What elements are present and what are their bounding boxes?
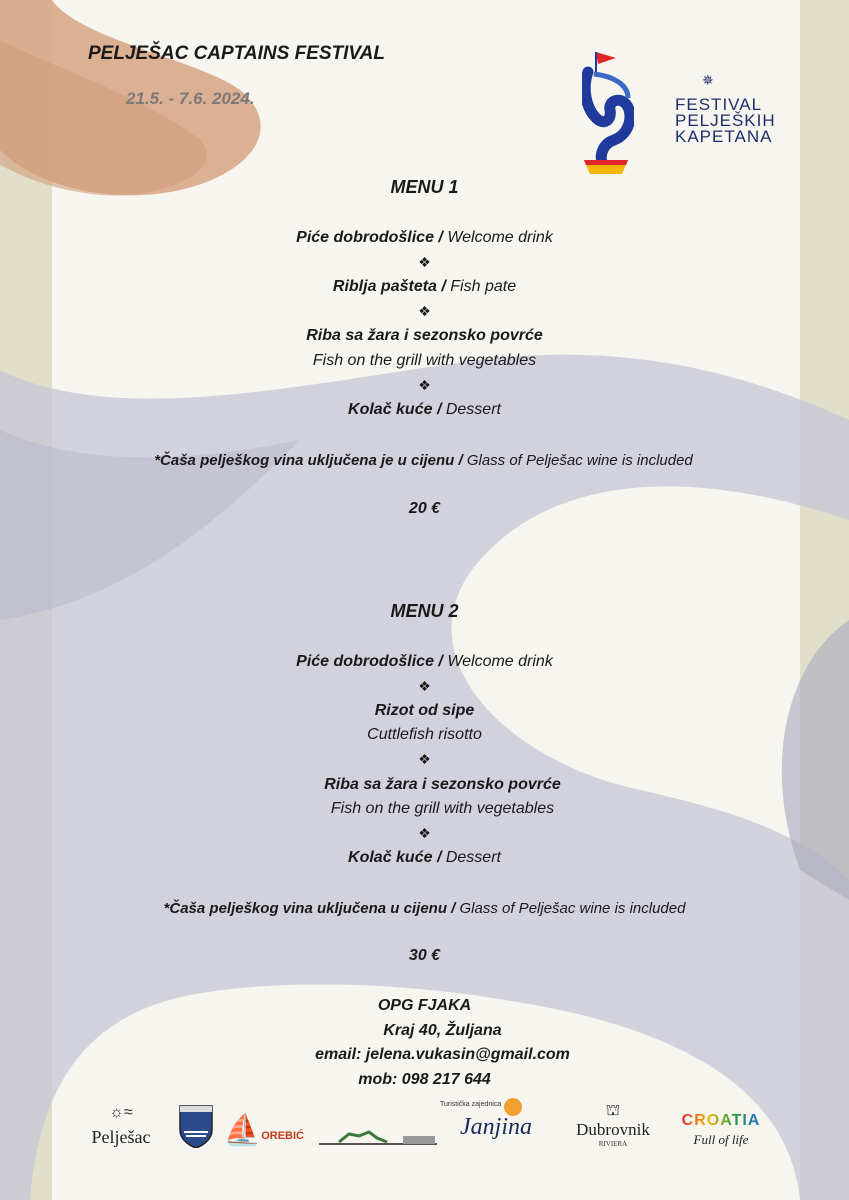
menu2-note-hr: *Čaša pelješkog vina uključena u cijenu /: [163, 900, 456, 917]
dubrovnik-riviera-text: RIVIERA: [598, 1140, 628, 1148]
orebic-logo: [223, 1093, 304, 1148]
menu1-course1: [0, 229, 849, 247]
festival-logo: [582, 48, 776, 178]
menu1-course2-en: Fish pate: [450, 278, 517, 295]
menu2-course1-hr: Piće dobrodošlice /: [296, 653, 443, 670]
menu2-course4: [0, 849, 849, 867]
menu2-course1: [0, 653, 849, 671]
dubrovnik-crest-icon: ⛫: [605, 1102, 621, 1119]
menu1-course1-en: Welcome drink: [447, 229, 553, 246]
menu1-wine-note: [0, 452, 848, 469]
separator-icon: ❖: [418, 254, 431, 270]
menu1-course4: [0, 401, 849, 419]
peljesac-wave-icon: ☼≈: [109, 1104, 133, 1121]
ston-crest-logo: [176, 1093, 216, 1148]
menu2-course1-en: Welcome drink: [447, 653, 553, 670]
janjina-small-text: Turistička zajednica: [440, 1101, 502, 1108]
menu1-course2: [0, 278, 849, 296]
dubrovnik-riviera-logo: [563, 1093, 663, 1148]
menu2-course2-hr: Rizot od sipe: [374, 702, 475, 719]
separator-icon: ❖: [418, 678, 431, 694]
ston-crest-icon: [178, 1102, 214, 1148]
menu2-wine-note: [0, 900, 849, 917]
menu2-course4-en: Dessert: [445, 849, 501, 866]
separator-icon: ❖: [418, 751, 431, 767]
logo-line-1: FESTIVAL: [675, 95, 763, 114]
menu1-price: 20 €: [408, 500, 441, 517]
contact-name: OPG FJAKA: [377, 997, 472, 1014]
menu2-course2-en: Cuttlefish risotto: [367, 726, 482, 743]
separator-icon: ❖: [418, 377, 431, 393]
orebic-logo-text: OREBIĆ: [261, 1130, 304, 1142]
menu2-course3-en: Fish on the grill with vegetables: [330, 800, 555, 817]
menu1-title: MENU 1: [390, 177, 459, 197]
croatia-tagline: Full of life: [693, 1132, 749, 1147]
menu1-course4-en: Dessert: [445, 401, 501, 418]
menu1-course2-hr: Riblja pašteta /: [332, 278, 446, 295]
peljesac-logo: [84, 1093, 158, 1148]
festival-logo-emblem: [582, 48, 634, 178]
menu2-note-en: Glass of Pelješac wine is included: [459, 900, 686, 917]
logo-line-2: PELJEŠKIH: [675, 111, 776, 130]
festival-dates: 21.5. - 7.6. 2024.: [126, 89, 255, 108]
menu1-note-en: Glass of Pelješac wine is included: [466, 452, 693, 469]
menu2-course3-hr: Riba sa žara i sezonsko povrće: [324, 776, 561, 793]
logo-line-3: KAPETANA: [675, 127, 773, 146]
dubrovnik-logo-text: Dubrovnik: [576, 1120, 650, 1139]
separator-icon: ❖: [418, 303, 431, 319]
menu1-course4-hr: Kolač kuće /: [348, 401, 442, 418]
janjina-logo: [440, 1093, 550, 1148]
croatia-logo-text: CROATIA: [681, 1112, 761, 1129]
contact-address: Kraj 40, Žuljana: [383, 1022, 502, 1039]
separator-icon: ❖: [418, 825, 431, 841]
menu2-course4-hr: Kolač kuće /: [348, 849, 442, 866]
menu1-course3-hr: Riba sa žara i sezonsko povrće: [306, 327, 543, 344]
menu1-note-hr: *Čaša pelješkog vina uključena je u cijenu /: [154, 452, 463, 469]
sailboat-icon: ⛵: [223, 1114, 262, 1147]
festival-title: PELJEŠAC CAPTAINS FESTIVAL: [88, 43, 385, 64]
ston-logo: [318, 1093, 438, 1148]
peljesac-logo-text: Pelješac: [91, 1127, 151, 1147]
menu2-price: 30 €: [408, 947, 441, 964]
ship-wheel-icon: ✵: [702, 72, 714, 88]
contact-phone[interactable]: mob: 098 217 644: [358, 1071, 491, 1088]
ston-walls-icon: [319, 1126, 437, 1148]
menu2-title: MENU 2: [390, 601, 459, 621]
contact-email[interactable]: email: jelena.vukasin@gmail.com: [315, 1046, 570, 1063]
menu1-course3-en: Fish on the grill with vegetables: [312, 352, 537, 369]
janjina-logo-text: Janjina: [460, 1114, 532, 1140]
menu1-course1-hr: Piće dobrodošlice /: [296, 229, 443, 246]
croatia-logo: [675, 1093, 767, 1148]
